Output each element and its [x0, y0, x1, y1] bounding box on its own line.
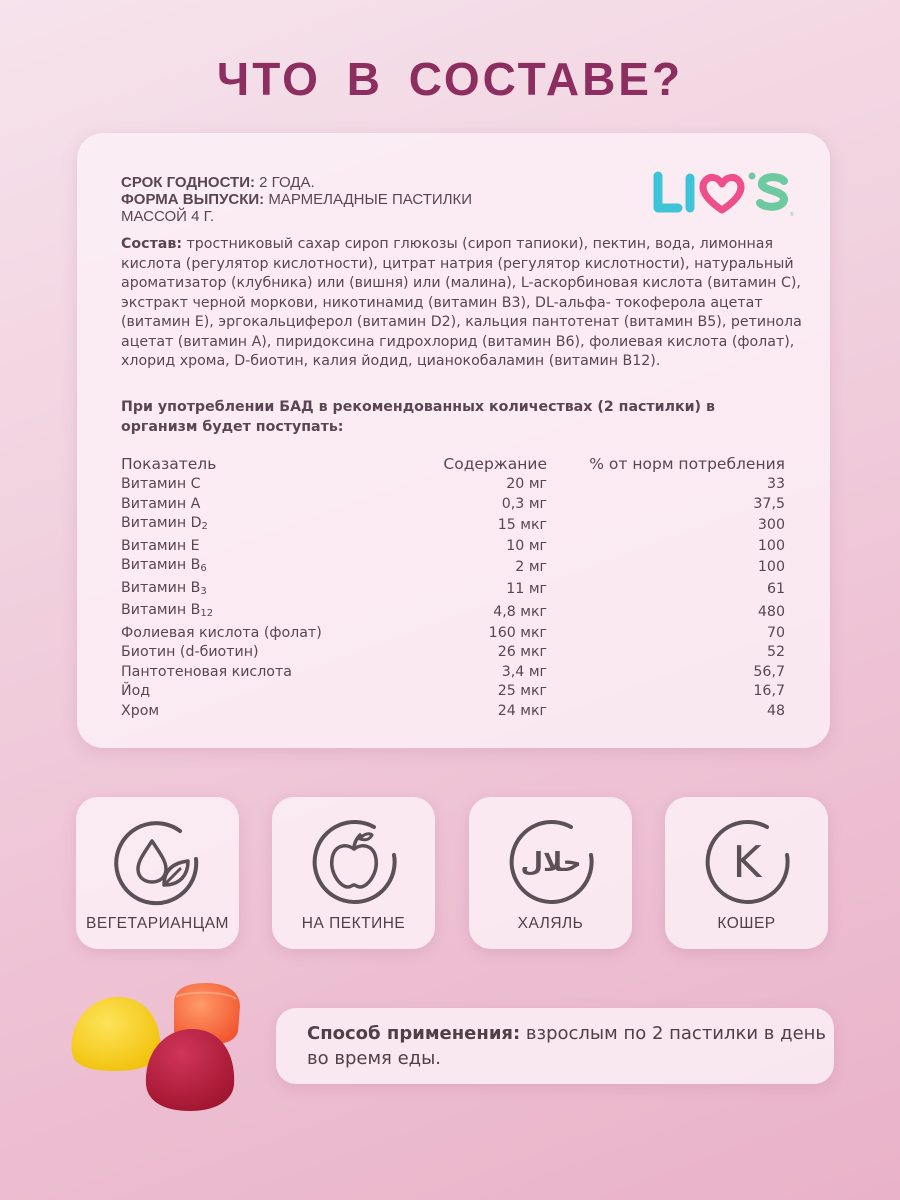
- table-row: [119, 643, 787, 663]
- nutrient-percent: 100: [757, 558, 785, 575]
- badge-label: НА ПЕКТИНЕ: [301, 915, 406, 932]
- table-row: [119, 495, 787, 515]
- nutrient-percent: 100: [757, 537, 785, 554]
- table-row: [119, 556, 787, 579]
- nutrient-name: Биотин (d-биотин): [121, 644, 259, 660]
- nutrient-name: Йод: [121, 683, 151, 699]
- table-row: [119, 702, 787, 722]
- nutrient-amount: 2 мг: [515, 558, 547, 575]
- badge-halal: [469, 797, 632, 949]
- shelf-life: СРОК ГОДНОСТИ: 2 ГОДА.: [121, 174, 315, 191]
- table-row: [119, 475, 787, 495]
- nutrient-amount: 20 мг: [506, 476, 547, 492]
- badge-kosher: [665, 797, 828, 949]
- apple-icon: [308, 815, 400, 907]
- nutrient-amount: 10 мг: [506, 537, 547, 554]
- table-row: [119, 579, 787, 602]
- nutrient-name: Витамин Е: [121, 537, 200, 554]
- column-header-percent: % от норм потребления: [589, 454, 785, 473]
- nutrient-name: Витамин $В_3$: [121, 579, 207, 597]
- table-row: [119, 601, 787, 624]
- badge-label: ВЕГЕТАРИАНЦАМ: [86, 915, 229, 932]
- nutrient-amount: 15 мкг: [497, 516, 547, 533]
- halal-icon: [505, 815, 597, 907]
- brand-logo: [652, 168, 794, 220]
- nutrient-name: Фолиевая кислота (фолат): [121, 624, 322, 641]
- nutrient-name: Витамин $D_2$: [121, 515, 208, 532]
- nutrient-percent: 61: [766, 581, 785, 597]
- table-row: [119, 514, 787, 537]
- nutrient-percent: 300: [757, 516, 785, 533]
- nutrient-name: Хром: [121, 702, 160, 719]
- page-title: ЧТО В СОСТАВЕ?: [216, 53, 684, 105]
- table-row: [119, 537, 787, 557]
- nutrient-percent: 48: [766, 702, 785, 719]
- table-header-row: [119, 452, 787, 475]
- gummies-illustration: [60, 975, 275, 1125]
- nutrient-amount: 3,4 мг: [501, 663, 547, 680]
- nutrient-percent: 52: [766, 644, 785, 660]
- nutrient-percent: 70: [766, 624, 785, 641]
- table-row: [119, 624, 787, 644]
- release-form: ФОРМА ВЫПУСКИ: МАРМЕЛАДНЫЕ ПАСТИЛКИ МАССОЙ 4 Г.: [121, 191, 473, 225]
- kosher-glyph: K: [732, 837, 762, 888]
- nutrient-name: Витамин А: [121, 495, 201, 512]
- nutrient-name: Витамин $В_{12}$: [121, 602, 214, 619]
- table-row: [119, 663, 787, 683]
- badge-pectin: [272, 797, 435, 949]
- kosher-icon: [701, 815, 793, 907]
- product-meta: [121, 174, 501, 225]
- nutrient-table: [119, 452, 787, 721]
- usage-text: Способ применения: взрослым по 2 пастилки в день во время еды.: [307, 1023, 827, 1069]
- nutrient-amount: 0,3 мг: [501, 495, 547, 512]
- nutrient-name: Витамин С: [121, 476, 201, 492]
- nutrient-amount: 160 мкг: [488, 624, 547, 641]
- nutrient-percent: 16,7: [753, 683, 785, 699]
- nutrient-percent: 480: [757, 603, 785, 620]
- badge-label: ХАЛЯЛЬ: [517, 915, 584, 932]
- composition-text: Состав: тростниковый сахар сироп глюкозы (сироп тапиоки), пектин, вода, лимонная кислота (регулятор кислотности), цитрат натрия (регулятор кислотности), натуральный ароматизатор (клубника) или (вишня) или (малина), L-аскорбиновая кислота (витамин С), экстракт черной моркови, никотинамид (витамин В3), DL-альфа- токоферола ацетат (витамин Е), эргокальциферол (витамин D2), кальция пантотенат (витамин В5), ретинола ацетат (витамин А), пиридоксина гидрохлорид (витамин В6), фолиевая кислота (фолат), хлорид хрома, D-биотин, калия йодид, цианокобаламин (витамин В12).: [121, 236, 802, 369]
- badge-vegetarian: [76, 797, 239, 949]
- nutrient-name: Витамин $В_6$: [121, 557, 207, 574]
- nutrient-amount: 25 мкг: [497, 683, 547, 699]
- usage-box: [276, 1008, 834, 1084]
- nutrient-amount: 11 мг: [506, 581, 547, 597]
- svg-text:®: ®: [790, 212, 794, 218]
- column-header-indicator: Показатель: [121, 454, 217, 473]
- badge-label: КОШЕР: [717, 915, 776, 932]
- nutrient-percent: 33: [766, 476, 785, 492]
- column-header-content: Содержание: [443, 454, 547, 473]
- table-row: [119, 682, 787, 702]
- nutrient-percent: 56,7: [753, 663, 785, 680]
- halal-glyph: حلال: [520, 848, 582, 878]
- nutrient-amount: 24 мкг: [497, 702, 547, 719]
- nutrient-amount: 26 мкг: [497, 644, 547, 660]
- nutrient-amount: 4,8 мкг: [493, 603, 547, 620]
- drop-leaf-icon: [112, 815, 204, 907]
- nutrient-name: Пантотеновая кислота: [121, 663, 292, 680]
- nutrient-percent: 37,5: [753, 495, 785, 512]
- intake-note: При употреблении БАД в рекомендованных количествах (2 пастилки) в организм будет поступать:: [121, 399, 715, 435]
